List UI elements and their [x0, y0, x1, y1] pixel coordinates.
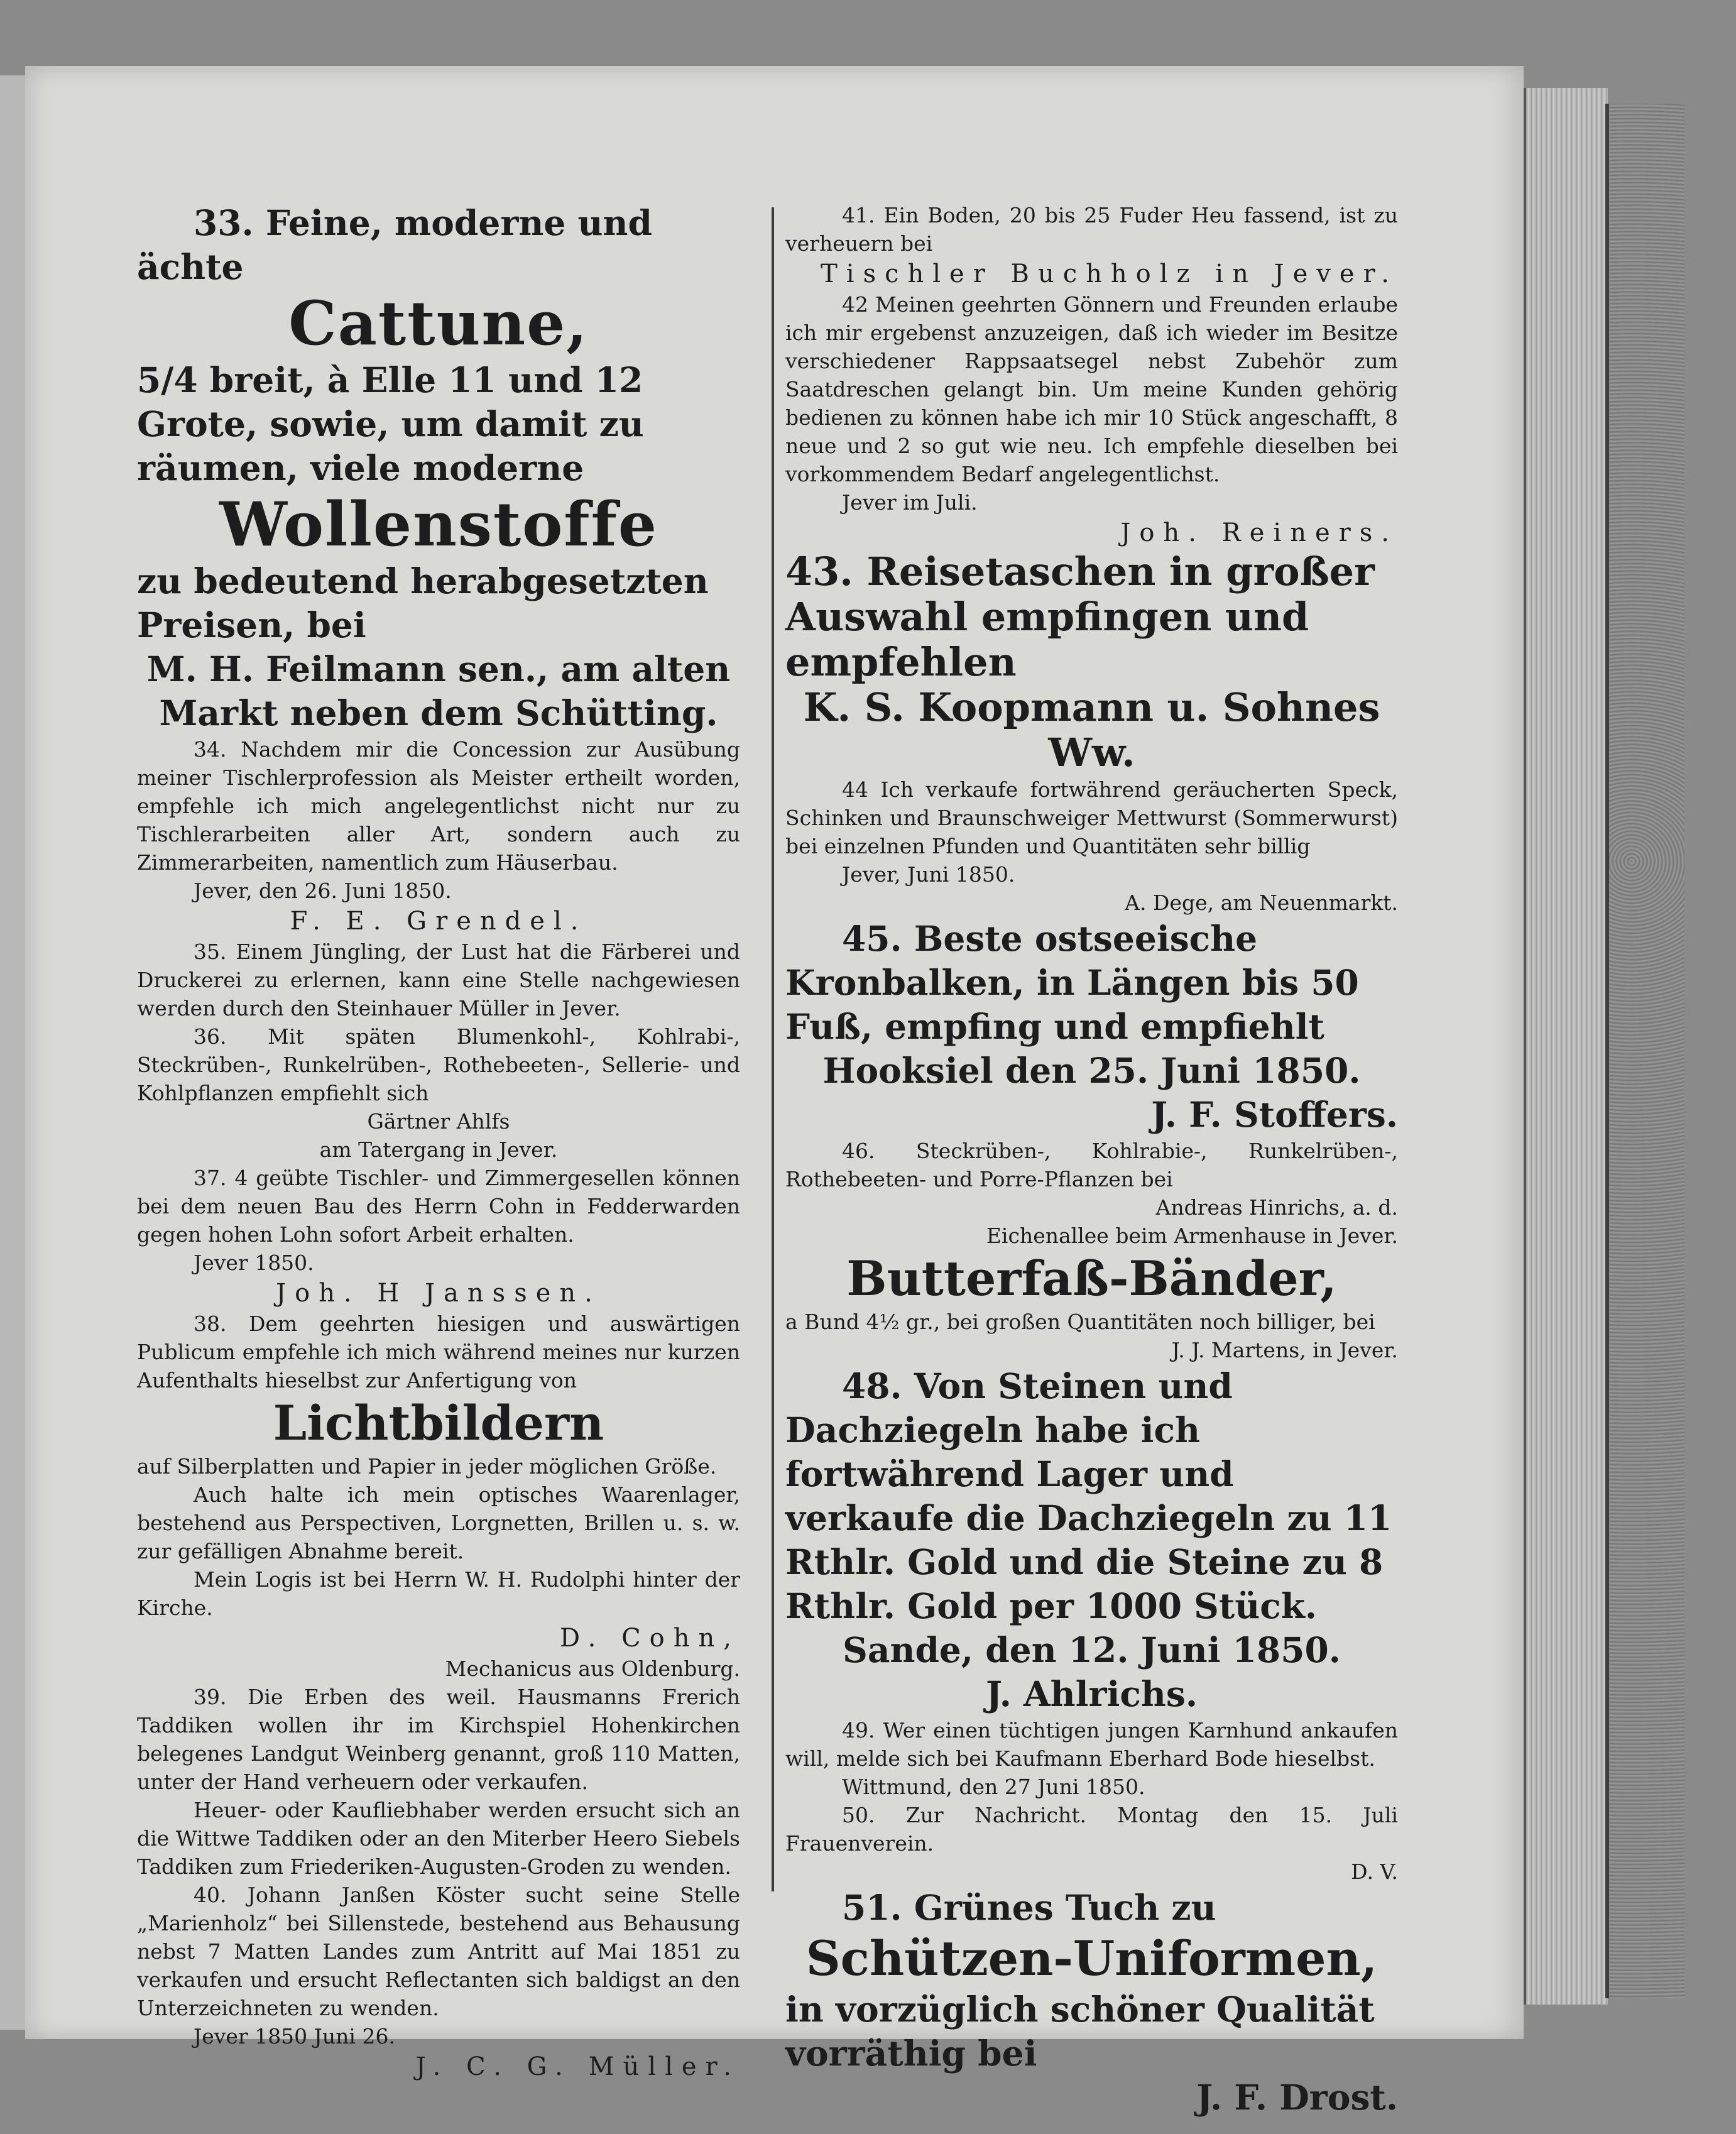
advert-line: Tischler Buchholz in Jever.	[821, 260, 1398, 288]
advert-line: 43. Reisetaschen in großer Auswahl empfingen und empfehlen	[785, 549, 1375, 685]
advert-line: Mein Logis ist bei Herrn W. H. Rudolphi hinter der Kirche.	[137, 1567, 740, 1620]
advert-line: Sande, den 12. Juni 1850.	[843, 1629, 1341, 1670]
advert-line: Eichenallee beim Armenhause in Jever.	[986, 1223, 1398, 1248]
advert-line: 42 Meinen geehrten Gönnern und Freunden erlaube ich mir ergebenst anzuzeigen, daß ich wieder im Besitze verschiedener Rappsaatsegel nebst Zubehör zum Saatdreschen gelangt bin. Um meine Kunden gehörig bedienen zu können habe ich mir 10 Stück angeschafft, 8 neue und 2 so gut wie neu. Ich empfehle dieselben bei vorkommendem Bedarf angelegentlichst.	[785, 292, 1398, 486]
book-cover	[1605, 104, 1684, 1998]
advert-line: J. Ahlrichs.	[985, 1673, 1198, 1714]
advert-line: 49. Wer einen tüchtigen jungen Karnhund ankaufen will, melde sich bei Kaufmann Eberhard Bode hieselbst.	[785, 1718, 1398, 1771]
advert-line: Jever 1850 Juni 26.	[194, 2024, 395, 2049]
advert-line: 48. Von Steinen und Dachziegeln habe ich fortwährend Lager und verkaufe die Dachziegeln zu 11 Rthlr. Gold und die Steine zu 8 Rthlr. Gold per 1000 Stück.	[785, 1365, 1392, 1626]
advert-line: 39. Die Erben des weil. Hausmanns Frerich Taddiken wollen ihr im Kirchspiel Hohenkirchen belegenes Landgut Weinberg genannt, groß 110 Matten, unter der Hand verheuern oder verkaufen.	[137, 1685, 740, 1794]
advert-line: Cattune,	[288, 288, 589, 359]
advert-line: Wittmund, den 27 Juni 1850.	[842, 1775, 1145, 1799]
advert-line: A. Dege, am Neuenmarkt.	[1125, 890, 1398, 915]
advert-line: am Tatergang in Jever.	[319, 1137, 558, 1162]
advert-line: 33. Feine, moderne und ächte	[137, 202, 652, 287]
advert-line: Heuer- oder Kaufliebhaber werden ersucht sich an die Wittwe Taddiken oder an den Miterber Heero Siebels Taddiken zum Friederiken-Augusten-Groden zu wenden.	[137, 1798, 740, 1879]
advert-line: zu bedeutend herabgesetzten Preisen, bei	[137, 561, 709, 645]
advert-line: 35. Einem Jüngling, der Lust hat die Färberei und Druckerei zu erlernen, kann eine Stelle nachgewiesen werden durch den Steinhauer Müller in Jever.	[137, 939, 740, 1020]
advert-line: Wollenstoffe	[219, 489, 658, 560]
advert-line: Gärtner Ahlfs	[367, 1109, 510, 1134]
advert-line: 41. Ein Boden, 20 bis 25 Fuder Heu fassend, ist zu verheuern bei	[785, 203, 1398, 256]
advert-line: Jever, Juni 1850.	[842, 862, 1015, 887]
advert-line: 46. Steckrüben-, Kohlrabie-, Runkelrüben-, Rothebeeten- und Porre-Pflanzen bei	[785, 1139, 1398, 1191]
advert-line: J. J. Martens, in Jever.	[1171, 1338, 1398, 1362]
advert-line: F. E. Grendel.	[290, 907, 587, 936]
advert-line: 36. Mit späten Blumenkohl-, Kohlrabi-, Steckrüben-, Runkelrüben-, Rothebeeten-, Sellerie- und Kohlpflanzen empfiehlt sich	[137, 1024, 740, 1105]
advert-line: 51. Grünes Tuch zu	[842, 1887, 1216, 1928]
advert-line: Jever, den 26. Juni 1850.	[194, 878, 452, 903]
advert-line: Auch halte ich mein optisches Waarenlager, bestehend aus Perspectiven, Lorgnetten, Brillen u. s. w. zur gefälligen Abnahme bereit.	[137, 1482, 740, 1563]
advert-line: Schützen-Uniformen,	[805, 1930, 1378, 1986]
column-divider	[772, 207, 774, 1891]
right-column	[785, 201, 1398, 2120]
advert-line: 38. Dem geehrten hiesigen und auswärtigen Publicum empfehle ich mich während meines nur kurzen Aufenthalts hieselbst zur Anfertigung von	[137, 1311, 740, 1393]
advert-line: Jever im Juli.	[842, 490, 978, 515]
advert-line: auf Silberplatten und Papier in jeder möglichen Größe.	[137, 1454, 717, 1479]
advert-line: Lichtbildern	[273, 1395, 604, 1451]
advert-line: 34. Nachdem mir die Concession zur Ausübung meiner Tischlerprofession als Meister ertheilt worden, empfehle ich mich angelegentlichst nicht nur zu Tischlerarbeiten aller Art, sondern auch zu Zimmerarbeiten, namentlich zum Häuserbau.	[137, 737, 740, 875]
advert-line: Joh. H Janssen.	[276, 1279, 601, 1308]
left-column	[137, 201, 740, 2083]
advert-line: Mechanicus aus Oldenburg.	[445, 1656, 740, 1681]
advert-line: J. C. G. Müller.	[415, 2052, 740, 2081]
advert-line: Jever 1850.	[194, 1250, 314, 1275]
advert-line: Butterfaß-Bänder,	[846, 1250, 1337, 1306]
advert-line: a Bund 4½ gr., bei großen Quantitäten noch billiger, bei	[785, 1310, 1375, 1334]
advert-line: D. Cohn,	[560, 1624, 740, 1653]
advert-line: Joh. Reiners.	[1120, 518, 1398, 547]
advert-line: M. H. Feilmann sen., am alten Markt neben dem Schütting.	[146, 648, 731, 733]
advert-line: J. F. Stoffers.	[1151, 1094, 1398, 1135]
advert-line: 50. Zur Nachricht. Montag den 15. Juli Frauenverein.	[785, 1803, 1398, 1856]
advert-line: D. V.	[1351, 1859, 1398, 1884]
advert-line: Hooksiel den 25. Juni 1850.	[822, 1050, 1361, 1091]
advert-line: 40. Johann Janßen Köster sucht seine Stelle „Marienholz“ bei Sillenstede, bestehend aus Behausung nebst 7 Matten Landes zum Antritt auf Mai 1851 zu verkaufen und ersucht Reflectanten sich baldigst an den Unterzeichneten zu wenden.	[137, 1883, 740, 2020]
advert-line: 5/4 breit, à Elle 11 und 12 Grote, sowie, um damit zu räumen, viele moderne	[137, 359, 644, 488]
advert-line: 37. 4 geübte Tischler- und Zimmergesellen können bei dem neuen Bau des Herrn Cohn in Fedderwarden gegen hohen Lohn sofort Arbeit erhalten.	[137, 1166, 740, 1247]
book-page-edges	[1524, 88, 1608, 2005]
left-page-edge	[0, 75, 28, 2030]
advert-line: in vorzüglich schöner Qualität vorräthig bei	[785, 1989, 1375, 2074]
advert-line: 44 Ich verkaufe fortwährend geräucherten Speck, Schinken und Braunschweiger Mettwurst (Sommerwurst) bei einzelnen Pfunden und Quantitäten sehr billig	[785, 777, 1398, 858]
advert-line: Andreas Hinrichs, a. d.	[1155, 1195, 1398, 1220]
advert-line: 45. Beste ostseeische Kronbalken, in Längen bis 50 Fuß, empfing und empfiehlt	[785, 918, 1359, 1047]
advert-line: J. F. Drost.	[1196, 2077, 1398, 2118]
advert-line: K. S. Koopmann u. Sohnes Ww.	[803, 684, 1380, 775]
